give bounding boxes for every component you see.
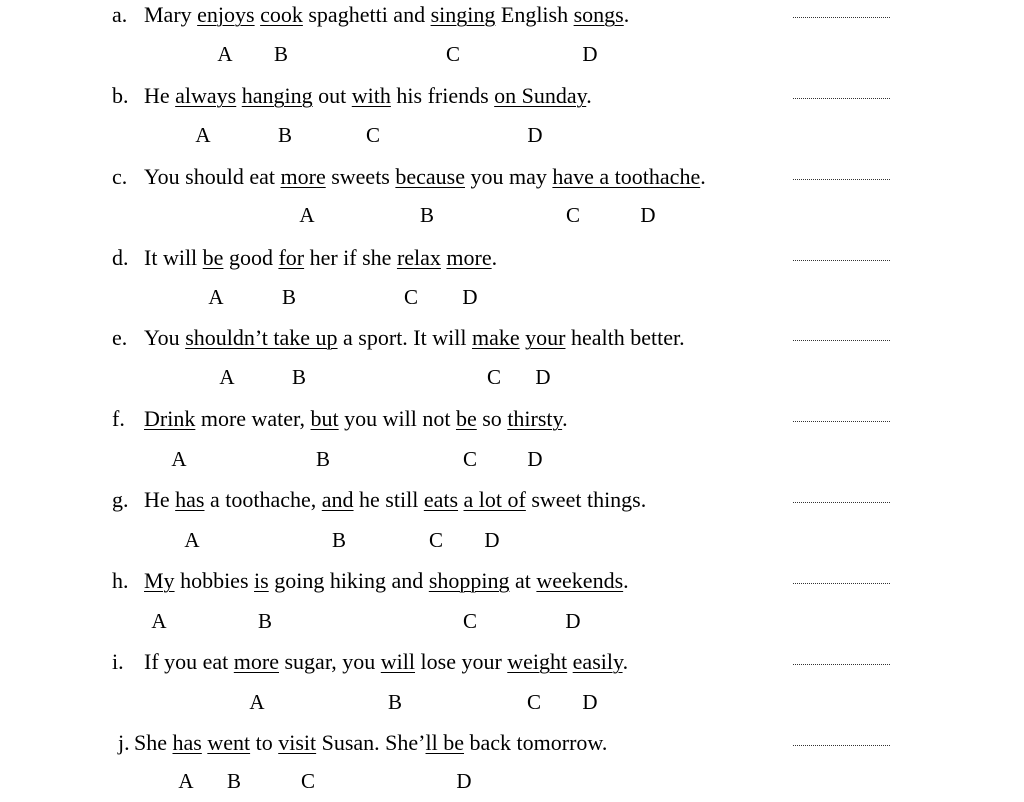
- option-letter: A: [217, 42, 233, 66]
- underlined-option: always: [175, 83, 237, 108]
- option-letter: B: [277, 123, 293, 147]
- option-letter: B: [315, 447, 331, 471]
- question-sentence: [144, 4, 629, 26]
- sentence-text: .: [700, 164, 706, 189]
- underlined-option: have a toothache: [552, 164, 701, 189]
- answer-blank[interactable]: [793, 260, 890, 261]
- sentence-text: a toothache,: [204, 487, 322, 512]
- sentence-text: Mary: [144, 2, 198, 27]
- underlined-option: has: [175, 487, 205, 512]
- option-letters-row: [0, 447, 1024, 471]
- option-letter: D: [484, 528, 500, 552]
- question-10: [0, 730, 1024, 755]
- underlined-option: went: [207, 730, 251, 755]
- option-letter: A: [195, 123, 211, 147]
- sentence-text: English: [495, 2, 574, 27]
- underlined-option: visit: [278, 730, 317, 755]
- option-letters-row: [0, 285, 1024, 309]
- option-letter: C: [565, 203, 581, 227]
- underlined-option: with: [351, 83, 391, 108]
- underlined-option: is: [254, 568, 269, 593]
- option-letter: C: [365, 123, 381, 147]
- underlined-option: singing: [430, 2, 496, 27]
- underlined-option: enjoys: [197, 2, 255, 27]
- option-letter: B: [331, 528, 347, 552]
- sentence-text: .: [623, 568, 629, 593]
- question-label: e.: [112, 325, 128, 350]
- question-9: [0, 649, 1024, 674]
- sentence-text: He: [144, 487, 176, 512]
- sentence-text: You: [144, 325, 186, 350]
- answer-blank[interactable]: [793, 421, 890, 422]
- question-7: [0, 487, 1024, 512]
- underlined-option: more: [233, 649, 279, 674]
- sentence-text: going hiking and: [268, 568, 429, 593]
- option-letter: D: [565, 609, 581, 633]
- question-8: [0, 568, 1024, 593]
- question-label: j.: [118, 730, 130, 755]
- sentence-text: he still: [353, 487, 424, 512]
- question-sentence: [144, 651, 628, 673]
- underlined-option: cook: [260, 2, 303, 27]
- option-letter: C: [300, 769, 316, 793]
- underlined-option: more: [446, 245, 492, 270]
- sentence-text: out: [312, 83, 352, 108]
- underlined-option: hanging: [241, 83, 313, 108]
- underlined-option: be: [202, 245, 224, 270]
- question-sentence: [144, 247, 497, 269]
- question-label: i.: [112, 649, 124, 674]
- option-letters-row: [0, 123, 1024, 147]
- option-letter: C: [486, 365, 502, 389]
- option-letter: B: [281, 285, 297, 309]
- option-letter: C: [526, 690, 542, 714]
- sentence-text: sweet things.: [525, 487, 647, 512]
- option-letter: B: [291, 365, 307, 389]
- option-letter: D: [527, 123, 543, 147]
- option-letter: A: [249, 690, 265, 714]
- question-label: a.: [112, 2, 128, 27]
- option-letters-row: [0, 769, 1024, 793]
- question-label: g.: [112, 487, 129, 512]
- option-letter: D: [582, 690, 598, 714]
- sentence-text: .: [586, 83, 592, 108]
- sentence-text: you will not: [338, 406, 456, 431]
- question-1: [0, 2, 1024, 27]
- underlined-option: My: [144, 568, 175, 593]
- sentence-text: Susan. She’: [316, 730, 426, 755]
- answer-blank[interactable]: [793, 98, 890, 99]
- underlined-option: more: [280, 164, 326, 189]
- option-letter: D: [582, 42, 598, 66]
- sentence-text: .: [623, 2, 630, 27]
- option-letter: A: [184, 528, 200, 552]
- underlined-option: Drink: [144, 406, 196, 431]
- underlined-option: on Sunday: [494, 83, 587, 108]
- underlined-option: a lot of: [463, 487, 526, 512]
- sentence-text: at: [509, 568, 537, 593]
- underlined-option: weekends: [536, 568, 624, 593]
- question-6: [0, 406, 1024, 431]
- question-sentence: [134, 732, 607, 754]
- question-label: c.: [112, 164, 128, 189]
- sentence-text: You should eat: [144, 164, 281, 189]
- sentence-text: her if she: [304, 245, 397, 270]
- option-letter: B: [226, 769, 242, 793]
- option-letters-row: [0, 203, 1024, 227]
- underlined-option: relax: [396, 245, 441, 270]
- option-letter: D: [456, 769, 472, 793]
- sentence-text: sugar, you: [279, 649, 381, 674]
- question-sentence: [144, 489, 646, 511]
- underlined-option: easily: [572, 649, 623, 674]
- option-letter: D: [535, 365, 551, 389]
- answer-blank[interactable]: [793, 745, 890, 746]
- question-label: f.: [112, 406, 125, 431]
- option-letter: A: [151, 609, 167, 633]
- underlined-option: shouldn’t take up: [185, 325, 338, 350]
- sentence-text: good: [223, 245, 279, 270]
- sentence-text: .: [622, 649, 629, 674]
- option-letter: C: [403, 285, 419, 309]
- question-label: h.: [112, 568, 129, 593]
- underlined-option: shopping: [428, 568, 510, 593]
- option-letters-row: [0, 365, 1024, 389]
- sentence-text: She: [134, 730, 173, 755]
- option-letter: D: [462, 285, 478, 309]
- underlined-option: thirsty: [507, 406, 563, 431]
- question-2: [0, 83, 1024, 108]
- answer-blank[interactable]: [793, 664, 890, 665]
- underlined-option: your: [525, 325, 566, 350]
- question-label: d.: [112, 245, 129, 270]
- question-sentence: [144, 327, 685, 349]
- option-letter: A: [299, 203, 315, 227]
- option-letter: D: [640, 203, 656, 227]
- option-letter: B: [419, 203, 435, 227]
- sentence-text: It will: [144, 245, 203, 270]
- option-letter: B: [257, 609, 273, 633]
- option-letter: A: [178, 769, 194, 793]
- option-letter: C: [462, 447, 478, 471]
- sentence-text: health better.: [565, 325, 685, 350]
- underlined-option: be: [455, 406, 477, 431]
- option-letter: A: [219, 365, 235, 389]
- sentence-text: spaghetti and: [302, 2, 431, 27]
- underlined-option: eats: [423, 487, 459, 512]
- option-letters-row: [0, 609, 1024, 633]
- sentence-text: more water,: [195, 406, 311, 431]
- answer-blank[interactable]: [793, 340, 890, 341]
- option-letter: A: [171, 447, 187, 471]
- sentence-text: to: [250, 730, 279, 755]
- answer-blank[interactable]: [793, 583, 890, 584]
- sentence-text: back tomorrow.: [464, 730, 608, 755]
- sentence-text: .: [562, 406, 568, 431]
- question-label: b.: [112, 83, 129, 108]
- option-letters-row: [0, 528, 1024, 552]
- option-letter: C: [445, 42, 461, 66]
- sentence-text: sweets: [325, 164, 396, 189]
- question-5: [0, 325, 1024, 350]
- answer-blank[interactable]: [793, 17, 890, 18]
- sentence-text: his friends: [390, 83, 495, 108]
- answer-blank[interactable]: [793, 502, 890, 503]
- sentence-text: a sport. It will: [337, 325, 472, 350]
- underlined-option: for: [278, 245, 305, 270]
- sentence-text: He: [144, 83, 176, 108]
- option-letter: C: [462, 609, 478, 633]
- option-letter: A: [208, 285, 224, 309]
- question-sentence: [144, 570, 629, 592]
- question-3: [0, 164, 1024, 189]
- answer-blank[interactable]: [793, 179, 890, 180]
- sentence-text: If you eat: [144, 649, 234, 674]
- option-letter: B: [273, 42, 289, 66]
- question-sentence: [144, 85, 592, 107]
- underlined-option: but: [310, 406, 339, 431]
- question-4: [0, 245, 1024, 270]
- underlined-option: weight: [507, 649, 568, 674]
- option-letters-row: [0, 690, 1024, 714]
- option-letters-row: [0, 42, 1024, 66]
- sentence-text: hobbies: [174, 568, 255, 593]
- underlined-option: ll be: [425, 730, 465, 755]
- sentence-text: so: [476, 406, 508, 431]
- underlined-option: songs: [573, 2, 624, 27]
- underlined-option: will: [380, 649, 416, 674]
- underlined-option: and: [321, 487, 354, 512]
- sentence-text: you may: [465, 164, 553, 189]
- question-sentence: [144, 166, 706, 188]
- question-sentence: [144, 408, 568, 430]
- option-letter: C: [428, 528, 444, 552]
- sentence-text: .: [491, 245, 498, 270]
- underlined-option: has: [172, 730, 202, 755]
- underlined-option: because: [395, 164, 465, 189]
- sentence-text: lose your: [415, 649, 508, 674]
- option-letter: B: [387, 690, 403, 714]
- option-letter: D: [527, 447, 543, 471]
- underlined-option: make: [471, 325, 520, 350]
